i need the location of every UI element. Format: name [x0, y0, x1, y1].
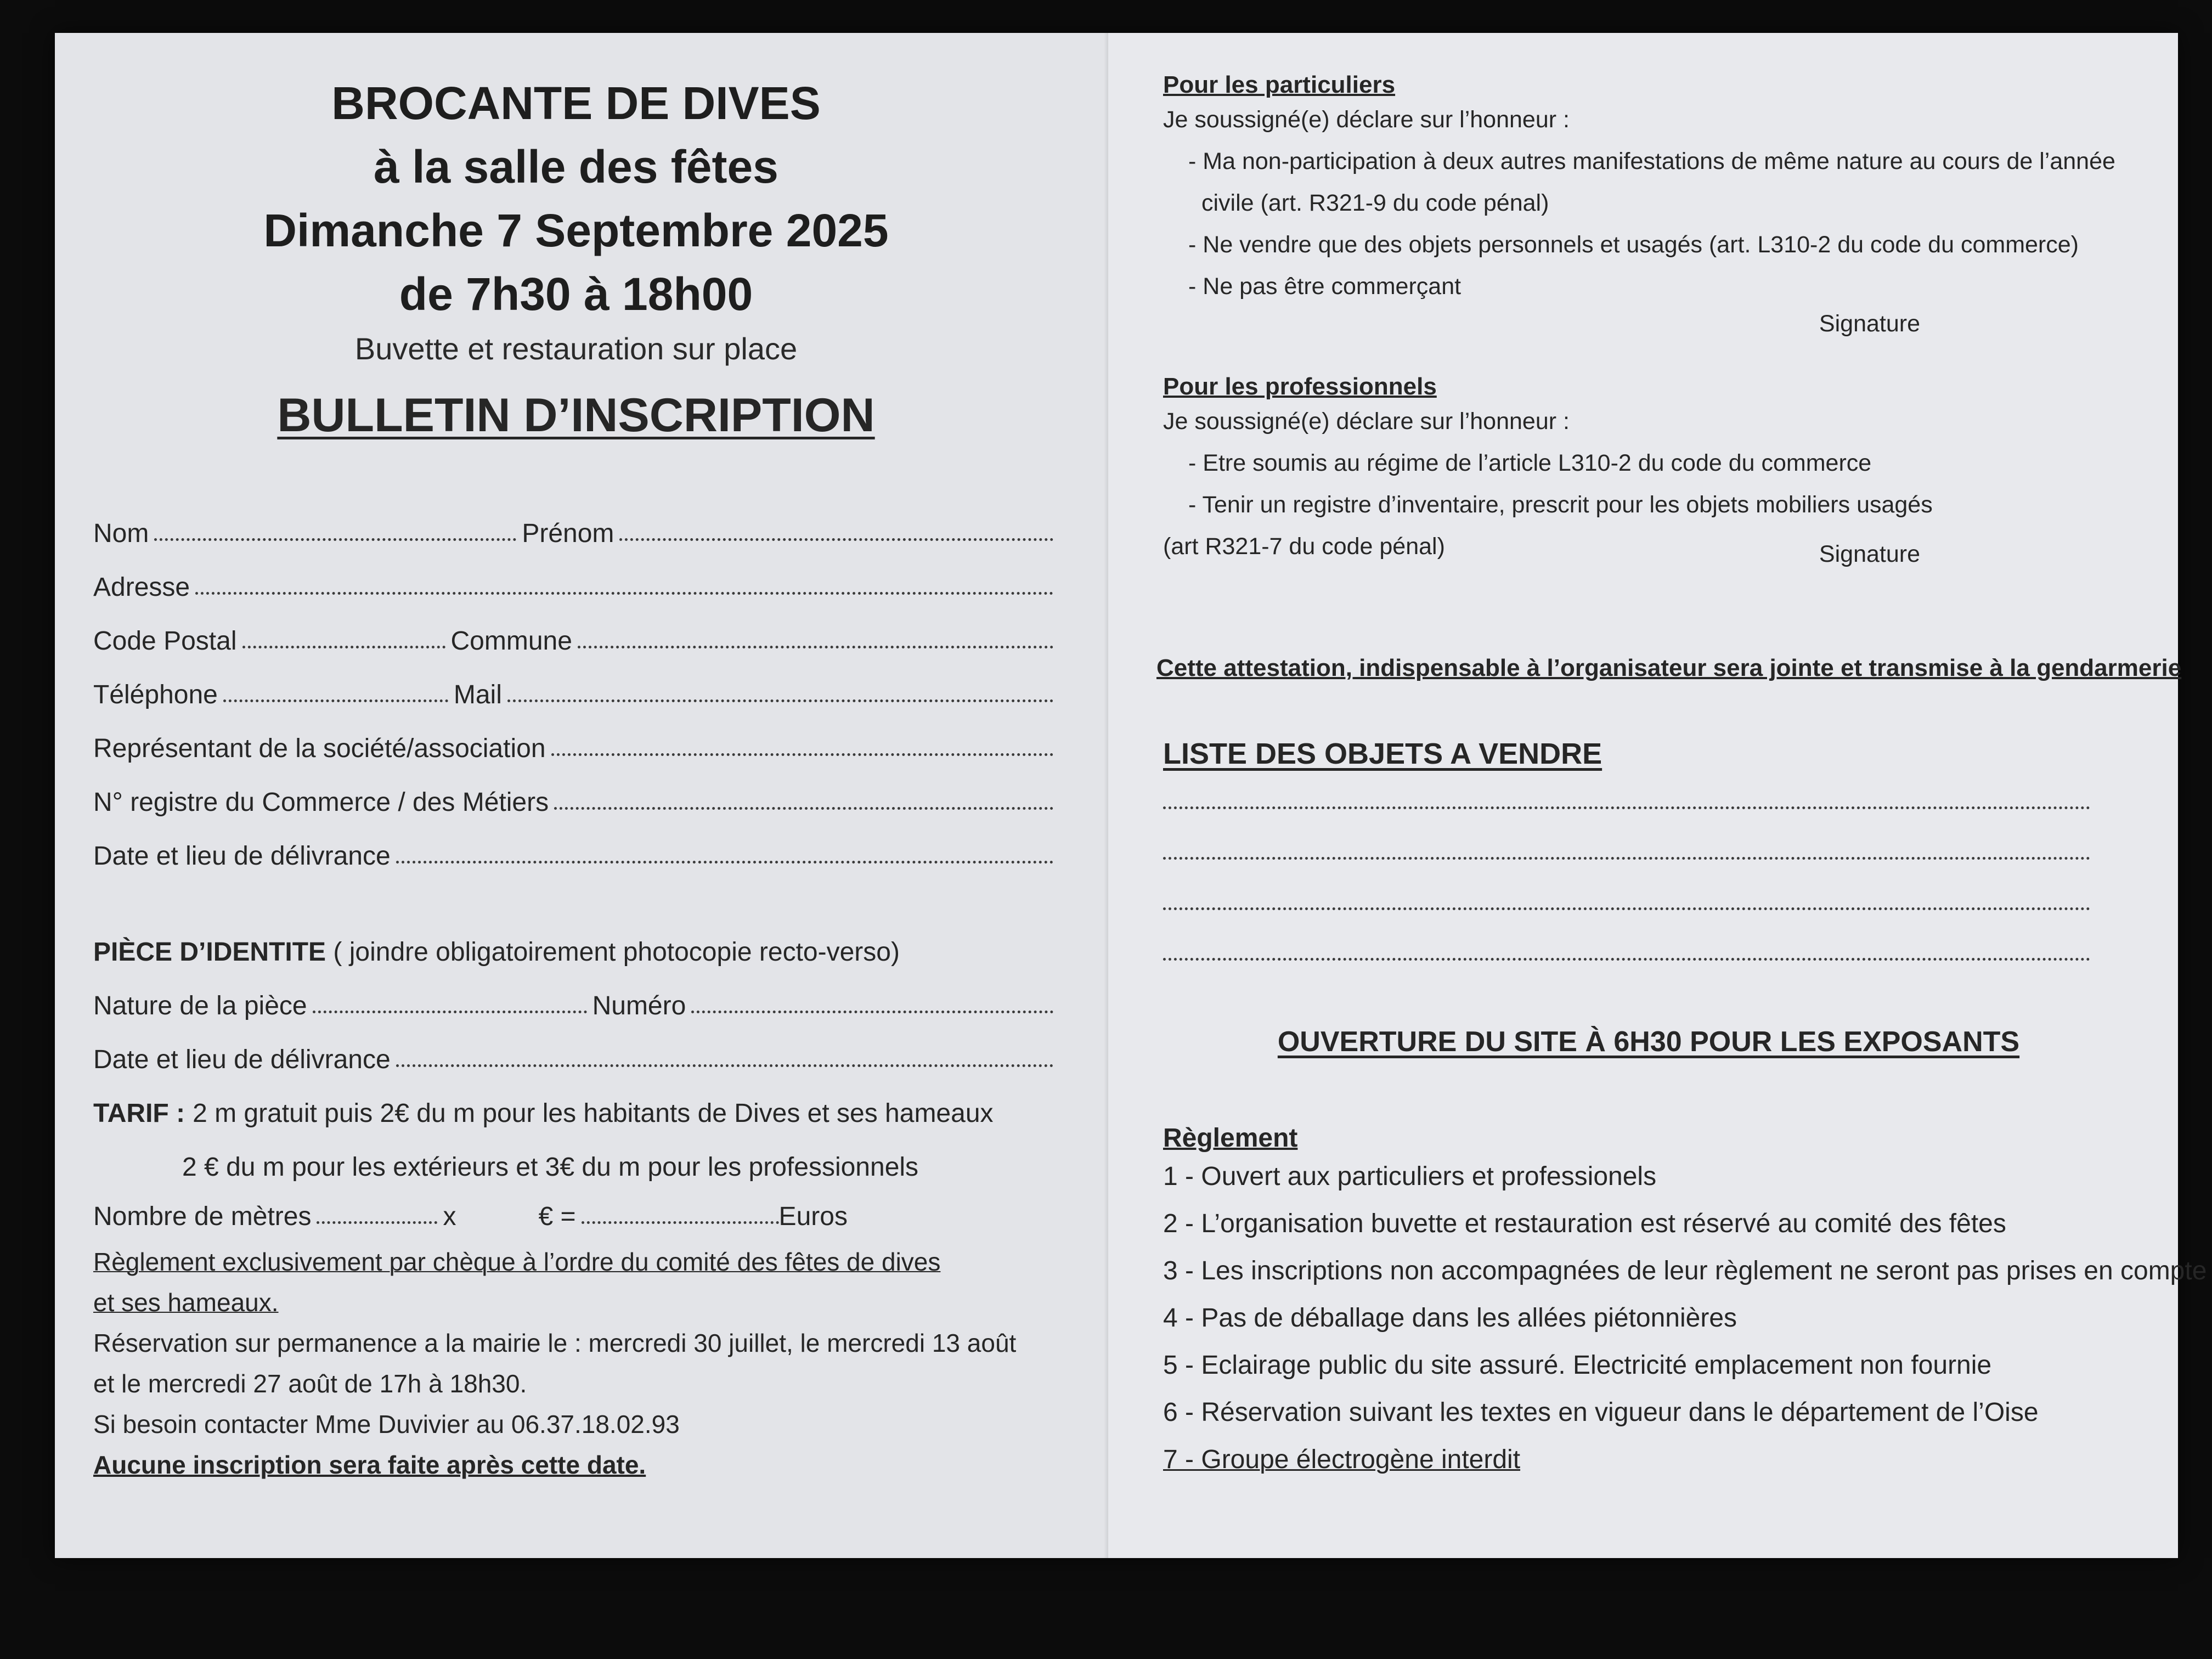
date-lieu-field[interactable]	[396, 861, 1053, 864]
professionnels-item-1: - Etre soumis au régime de l’article L310-2 du code du commerce	[1188, 450, 1872, 476]
reglement-note-2: et ses hameaux.	[93, 1288, 279, 1317]
nom-label: Nom	[93, 519, 149, 548]
payment-notes	[93, 1242, 1059, 1485]
nature-label: Nature de la pièce	[93, 991, 307, 1020]
reglement-item: 7 - Groupe électrogène interdit	[1163, 1445, 1521, 1474]
adresse-field[interactable]	[195, 592, 1053, 595]
tarif-label: TARIF :	[93, 1099, 185, 1128]
tarif-text-2: 2 € du m pour les extérieurs et 3€ du m pour les professionnels	[182, 1153, 919, 1182]
reservation-line-1: Réservation sur permanence a la mairie le : mercredi 30 juillet, le mercredi 13 août	[93, 1329, 1017, 1357]
date-lieu-label: Date et lieu de délivrance	[93, 842, 391, 871]
liste-line[interactable]	[1163, 860, 2090, 910]
particuliers-title: Pour les particuliers	[1163, 71, 1396, 98]
professionnels-signature[interactable]: Signature	[1819, 541, 1920, 567]
code-postal-field[interactable]	[242, 646, 445, 648]
prenom-label: Prénom	[522, 519, 614, 548]
metres-label: Nombre de mètres	[93, 1202, 312, 1231]
event-venue: à la salle des fêtes	[374, 141, 778, 193]
nature-field[interactable]	[313, 1011, 587, 1013]
reglement-item: 5 - Eclairage public du site assuré. Electricité emplacement non fournie	[1163, 1351, 1992, 1380]
particuliers-item-1a: - Ma non-participation à deux autres manifestations de même nature au cours de l’année	[1188, 148, 2115, 174]
particuliers-item-3: - Ne pas être commerçant	[1188, 273, 1462, 300]
liste-lines	[1163, 771, 2134, 961]
form-row-address	[93, 549, 1059, 602]
telephone-label: Téléphone	[93, 680, 218, 709]
mail-label: Mail	[453, 680, 502, 709]
registration-form	[93, 495, 1059, 871]
tarif-text-1: 2 m gratuit puis 2€ du m pour les habitants de Dives et ses hameaux	[193, 1099, 994, 1128]
times-sign: x	[443, 1202, 456, 1231]
right-page	[1108, 33, 2207, 1558]
tarif-line-2	[93, 1128, 1059, 1182]
event-title: BROCANTE DE DIVES	[331, 77, 821, 129]
code-postal-label: Code Postal	[93, 627, 237, 656]
form-row-representant	[93, 710, 1059, 764]
piece-heading-note: ( joindre obligatoirement photocopie recto-verso)	[333, 938, 900, 967]
event-date: Dimanche 7 Septembre 2025	[263, 205, 889, 256]
numero-label: Numéro	[592, 991, 686, 1020]
prenom-field[interactable]	[619, 538, 1053, 541]
numero-field[interactable]	[691, 1011, 1053, 1013]
reglement-item: 4 - Pas de déballage dans les allées piétonnières	[1163, 1304, 1737, 1333]
form-row-name	[93, 495, 1059, 549]
piece-form	[93, 967, 1059, 1075]
piece-date-field[interactable]	[396, 1064, 1053, 1067]
professionnels-intro: Je soussigné(e) déclare sur l’honneur :	[1163, 408, 1570, 435]
professionnels-title: Pour les professionnels	[1163, 373, 1437, 400]
ouverture-banner: OUVERTURE DU SITE À 6H30 POUR LES EXPOSANTS	[1277, 1026, 2020, 1058]
form-row-piece-date	[93, 1021, 1059, 1075]
particuliers-signature[interactable]: Signature	[1819, 311, 1920, 337]
reglement-item: 6 - Réservation suivant les textes en vigueur dans le département de l’Oise	[1163, 1398, 2039, 1427]
liste-line[interactable]	[1163, 910, 2090, 961]
commune-field[interactable]	[578, 646, 1053, 648]
attestation-note: Cette attestation, indispensable à l’organisateur sera jointe et transmise à la gendarmerie	[1156, 654, 2182, 681]
reglement-item: 2 - L’organisation buvette et restauration est réservé au comité des fêtes	[1163, 1209, 2006, 1238]
representant-label: Représentant de la société/association	[93, 734, 546, 763]
tarif-line-1	[93, 1075, 1059, 1128]
particuliers-item-2: - Ne vendre que des objets personnels et usagés (art. L310-2 du code du commerce)	[1188, 232, 2079, 258]
deadline-warning: Aucune inscription sera faite après cette date.	[93, 1451, 646, 1479]
piece-identite-heading	[93, 937, 1059, 967]
adresse-label: Adresse	[93, 573, 190, 602]
telephone-field[interactable]	[223, 699, 448, 702]
form-row-registre	[93, 764, 1059, 817]
event-hours: de 7h30 à 18h00	[399, 268, 753, 320]
euros-label: Euros	[778, 1202, 848, 1231]
registre-label: N° registre du Commerce / des Métiers	[93, 788, 549, 817]
mail-field[interactable]	[507, 699, 1053, 702]
reglement-item: 1 - Ouvert aux particuliers et professionels	[1163, 1162, 1657, 1191]
reglement-note-1: Règlement exclusivement par chèque à l’ordre du comité des fêtes de dives	[93, 1248, 941, 1276]
nom-field[interactable]	[154, 538, 516, 541]
liste-line[interactable]	[1163, 809, 2090, 860]
form-row-nature	[93, 967, 1059, 1021]
contact-line: Si besoin contacter Mme Duvivier au 06.37.18.02.93	[93, 1410, 680, 1438]
metres-field[interactable]	[317, 1221, 437, 1224]
total-field[interactable]	[582, 1221, 779, 1224]
professionnels-item-3-row	[1163, 526, 2134, 575]
professionnels-item-2: - Tenir un registre d’inventaire, prescrit pour les objets mobiliers usagés	[1188, 492, 1933, 518]
form-row-date-lieu	[93, 817, 1059, 871]
event-subtitle: Buvette et restauration sur place	[354, 331, 798, 366]
commune-label: Commune	[450, 627, 572, 656]
liste-line[interactable]	[1163, 771, 2090, 809]
piece-heading-label: PIÈCE D’IDENTITE	[93, 938, 326, 967]
reglement-item: 3 - Les inscriptions non accompagnées de leur règlement ne seront pas prises en compte	[1163, 1256, 2207, 1285]
bulletin-title: BULLETIN D’INSCRIPTION	[277, 389, 875, 442]
reglement-list	[1163, 1153, 2207, 1483]
representant-field[interactable]	[551, 753, 1053, 756]
left-page	[55, 33, 1108, 1558]
particuliers-item-1b: civile (art. R321-9 du code pénal)	[1201, 190, 1549, 216]
reglement-title: Règlement	[1163, 1124, 1298, 1153]
form-row-metres	[93, 1182, 1059, 1232]
particuliers-intro: Je soussigné(e) déclare sur l’honneur :	[1163, 106, 1570, 133]
euro-eq-label: € =	[538, 1202, 576, 1231]
professionnels-item-3: (art R321-7 du code pénal)	[1163, 533, 1445, 560]
form-row-phone	[93, 656, 1059, 710]
registre-field[interactable]	[554, 807, 1053, 810]
liste-title: LISTE DES OBJETS A VENDRE	[1163, 737, 1602, 770]
form-row-postal	[93, 602, 1059, 656]
registration-leaflet	[55, 33, 2207, 1558]
piece-date-label: Date et lieu de délivrance	[93, 1045, 391, 1074]
reservation-line-2: et le mercredi 27 août de 17h à 18h30.	[93, 1369, 527, 1398]
